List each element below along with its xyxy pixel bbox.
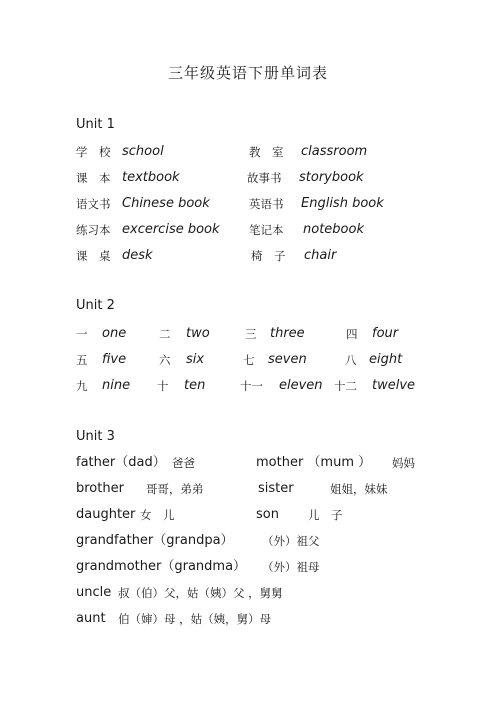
word-english: desk [122, 248, 153, 263]
number-english: two [186, 326, 210, 341]
word-english: sister [258, 481, 294, 496]
number-english: eleven [279, 378, 323, 393]
unit-1-heading: Unit 1 [76, 117, 115, 132]
word-english: English book [301, 196, 384, 211]
number-english: six [186, 352, 205, 367]
word-chinese: 妈妈 [392, 456, 415, 470]
unit-2-heading: Unit 2 [76, 298, 115, 313]
word-english: aunt [76, 611, 106, 626]
word-chinese: 故事书 [247, 171, 282, 185]
number-chinese: 三 [245, 327, 257, 341]
word-chinese: 儿 子 [308, 508, 343, 522]
number-chinese: 九 [76, 379, 88, 393]
number-english: seven [268, 352, 307, 367]
word-chinese: 英语书 [249, 197, 284, 211]
word-chinese: 语文书 [76, 197, 111, 211]
word-chinese: 练习本 [76, 223, 111, 237]
word-english: storybook [299, 170, 364, 185]
word-chinese: 课 桌 [76, 249, 111, 263]
word-english: notebook [303, 222, 364, 237]
word-chinese: 伯（婶）母 ，姑（姨，舅）母 [118, 612, 272, 626]
unit-3-row [0, 452, 496, 474]
word-english: son [256, 507, 279, 522]
number-english: ten [184, 378, 206, 393]
word-english: excercise book [122, 222, 220, 237]
number-chinese: 十 [157, 379, 169, 393]
word-english: brother [76, 481, 124, 496]
word-english: classroom [301, 144, 368, 159]
word-english: uncle [76, 585, 112, 600]
number-chinese: 七 [243, 353, 255, 367]
word-english: school [122, 144, 164, 159]
word-english: mother （mum ） [256, 455, 372, 470]
unit-1-row [0, 141, 496, 163]
word-chinese: 叔（伯）父，姑（姨）父 ，舅舅 [118, 586, 283, 600]
number-chinese: 八 [345, 353, 357, 367]
word-chinese: （外）祖父 [262, 534, 320, 548]
word-chinese: 学 校 [76, 145, 111, 159]
word-chinese: 椅 子 [251, 249, 286, 263]
unit-1-row [0, 219, 496, 241]
word-chinese: 教 室 [249, 145, 284, 159]
unit-2-row [0, 375, 496, 397]
number-english: five [102, 352, 127, 367]
number-english: one [102, 326, 127, 341]
unit-3-row [0, 556, 496, 578]
word-english: chair [304, 248, 337, 263]
number-chinese: 十一 [240, 379, 263, 393]
unit-3-row [0, 530, 496, 552]
number-chinese: 十二 [334, 379, 357, 393]
number-english: twelve [372, 378, 416, 393]
number-chinese: 四 [346, 327, 358, 341]
word-chinese: 哥哥，弟弟 [146, 482, 204, 496]
number-chinese: 六 [159, 353, 171, 367]
word-chinese: 女 儿 [140, 508, 175, 522]
word-english: textbook [122, 170, 180, 185]
unit-2-row [0, 323, 496, 345]
number-chinese: 一 [76, 327, 88, 341]
number-english: four [372, 326, 399, 341]
unit-1-row [0, 193, 496, 215]
word-chinese: 笔记本 [249, 223, 284, 237]
unit-3-row [0, 478, 496, 500]
number-english: eight [369, 352, 403, 367]
number-english: nine [102, 378, 131, 393]
unit-3-row [0, 582, 496, 604]
word-english: grandfather（grandpa） [76, 533, 234, 548]
word-english: Chinese book [122, 196, 210, 211]
number-chinese: 五 [76, 353, 88, 367]
word-chinese: 课 本 [76, 171, 111, 185]
page-title: 三年级英语下册单词表 [167, 64, 328, 82]
word-chinese: 姐姐，妹妹 [330, 482, 388, 496]
unit-3-row [0, 608, 496, 630]
number-chinese: 二 [159, 327, 171, 341]
word-chinese: 爸爸 [172, 456, 195, 470]
word-english: daughter [76, 507, 136, 522]
word-chinese: （外）祖母 [262, 560, 320, 574]
word-english: father（dad） [76, 455, 166, 470]
unit-1-row [0, 245, 496, 267]
word-english: grandmother（grandma） [76, 559, 247, 574]
unit-3-row [0, 504, 496, 526]
unit-3-heading: Unit 3 [76, 429, 115, 444]
unit-2-row [0, 349, 496, 371]
unit-1-row [0, 167, 496, 189]
number-english: three [270, 326, 305, 341]
